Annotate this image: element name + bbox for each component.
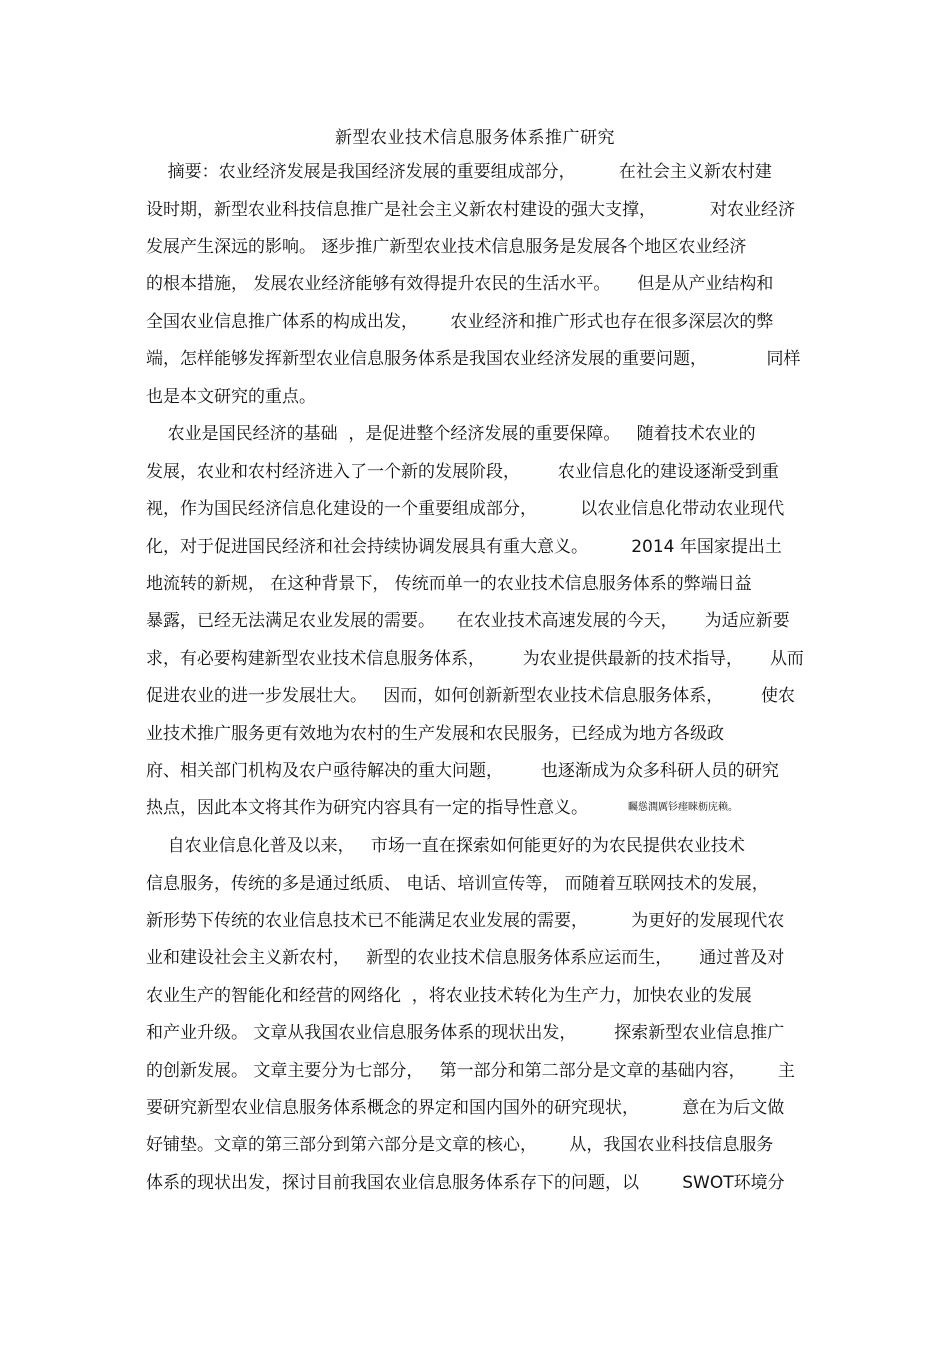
paragraph-line: 全国农业信息推广体系的构成出发， 农业经济和推广形式也存在很多深层次的弊 <box>146 312 774 332</box>
paragraph-line: 地流转的新规， 在这种背景下， 传统而单一的农业技术信息服务体系的弊端日益 <box>146 574 752 594</box>
paragraph-line: 新形势下传统的农业信息技术已不能满足农业发展的需要， 为更好的发展现代农 <box>146 911 785 931</box>
paragraph-line <box>146 797 738 819</box>
paragraph-line: 业和建设社会主义新农村， 新型的农业技术信息服务体系应运而生， 通过普及对 <box>146 948 785 968</box>
paragraph-line: 信息服务，传统的多是通过纸质、 电话、培训宣传等， 而随着互联网技术的发展， <box>146 874 769 894</box>
paragraph-line: 暴露，已经无法满足农业发展的需要。 在农业技术高速发展的今天， 为适应新要 <box>146 611 790 631</box>
paragraph-line: 发展产生深远的影响。 逐步推广新型农业技术信息服务是发展各个地区农业经济 <box>146 237 747 257</box>
paragraph-line: 设时期，新型农业科技信息推广是社会主义新农村建设的强大支撑， 对农业经济 <box>146 200 796 220</box>
paragraph-line: 体系的现状出发，探讨目前我国农业信息服务体系存下的问题，以 SWOT环境分 <box>146 1173 785 1193</box>
paragraph-line: 业技术推广服务更有效地为农村的生产发展和农民服务，已经成为地方各级政 <box>146 724 724 744</box>
paragraph-line: 府、相关部门机构及农户亟待解决的重大问题， 也逐渐成为众多科研人员的研究 <box>146 761 779 781</box>
paragraph-line: 的根本措施， 发展农业经济能够有效得提升农民的生活水平。 但是从产业结构和 <box>146 274 774 294</box>
paragraph-line: 化，对于促进国民经济和社会持续协调发展具有重大意义。 2014 年国家提出土 <box>146 537 782 557</box>
paragraph-line: 促进农业的进一步发展壮大。 因而，如何创新新型农业技术信息服务体系， 使农 <box>146 686 796 706</box>
paragraph-line: 端，怎样能够发挥新型农业信息服务体系是我国农业经济发展的重要问题， 同样 <box>146 349 801 369</box>
paragraph-line: 农业生产的智能化和经营的网络化 ，将农业技术转化为生产力，加快农业的发展 <box>146 986 752 1006</box>
paragraph-line: 要研究新型农业信息服务体系概念的界定和国内国外的研究现状， 意在为后文做 <box>146 1098 785 1118</box>
paragraph-line: 视，作为国民经济信息化建设的一个重要组成部分， 以农业信息化带动农业现代 <box>146 499 785 519</box>
paragraph-line: 自农业信息化普及以来， 市场一直在探索如何能更好的为农民提供农业技术 <box>146 836 745 856</box>
paragraph-line: 好铺垫。文章的第三部分到第六部分是文章的核心， 从，我国农业科技信息服务 <box>146 1135 774 1155</box>
paragraph-line: 也是本文研究的重点。 <box>146 387 316 407</box>
paragraph-line: 的创新发展。 文章主要分为七部分， 第一部分和第二部分是文章的基础内容， 主 <box>146 1061 796 1081</box>
document-title: 新型农业技术信息服务体系推广研究 <box>335 128 615 148</box>
paragraph-line: 求，有必要构建新型农业技术信息服务体系， 为农业提供最新的技术指导， 从而 <box>146 649 804 669</box>
paragraph-line: 和产业升级。 文章从我国农业信息服务体系的现状出发， 探索新型农业信息推广 <box>146 1023 785 1043</box>
paragraph-line-text: 热点，因此本文将其作为研究内容具有一定的指导性意义。 <box>146 798 588 818</box>
paragraph-line: 摘要：农业经济发展是我国经济发展的重要组成部分， 在社会主义新农村建 <box>146 162 772 182</box>
paragraph-line: 发展，农业和农村经济进入了一个新的发展阶段， 农业信息化的建设逐渐受到重 <box>146 462 779 482</box>
watermark-text: 矚慫潤厲钐瘗睞枥庑赖。 <box>628 802 738 813</box>
paragraph-line: 农业是国民经济的基础 ，是促进整个经济发展的重要保障。 随着技术农业的 <box>146 424 756 444</box>
